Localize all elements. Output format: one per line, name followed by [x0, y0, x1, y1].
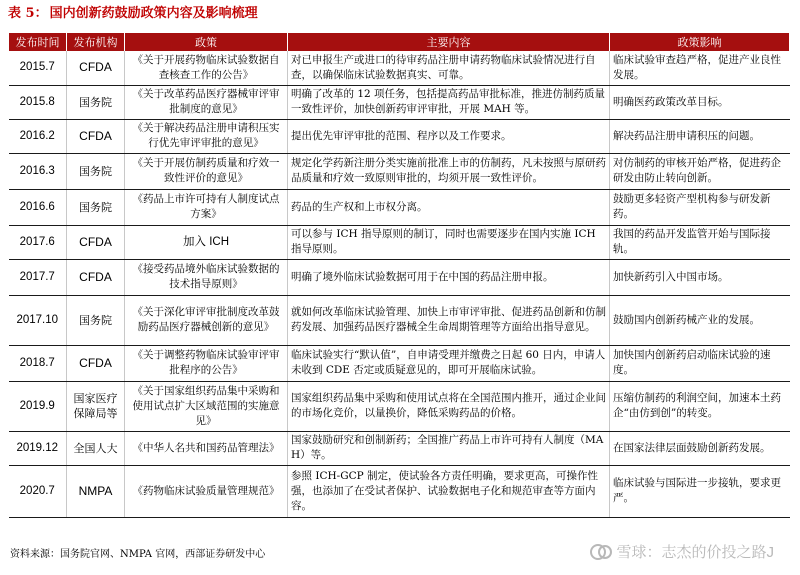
cell-policy: 加入 ICH [125, 225, 288, 259]
source-note: 资料来源：国务院官网、NMPA 官网，西部证券研发中心 [10, 549, 266, 560]
table-row [9, 295, 790, 345]
cell-content: 国家鼓励研究和创制新药；全国推广药品上市许可持有人制度（MAH）等。 [288, 431, 610, 465]
caption-label: 表 5： [8, 6, 48, 21]
cell-org: CFDA [67, 119, 125, 153]
cell-time: 2015.8 [9, 85, 67, 119]
table-row [9, 465, 790, 517]
cell-content: 参照 ICH-GCP 制定，使试验各方责任明确，要求更高，可操作性强，也添加了在受试者保护、试验数据电子化和规范审查等方面内容。 [288, 465, 610, 517]
cell-content: 就如何改革临床试验管理、加快上市审评审批、促进药品创新和仿制药发展、加强药品医疗器械全生命周期管理等方面给出指导意见。 [288, 295, 610, 345]
cell-content: 明确了改革的 12 项任务，包括提高药品审批标准，推进仿制药质量一致性评价，加快创新药审评审批，开展 MAH 等。 [288, 85, 610, 119]
cell-content: 临床试验实行“默认值”，自申请受理并缴费之日起 60 日内，申请人未收到 CDE 否定或质疑意见的，即可开展临床试验。 [288, 345, 610, 381]
cell-content: 提出优先审评审批的范围、程序以及工作要求。 [288, 119, 610, 153]
table-row [9, 85, 790, 119]
cell-org: 全国人大 [67, 431, 125, 465]
cell-policy: 《中华人名共和国药品管理法》 [125, 431, 288, 465]
cell-content: 药品的生产权和上市权分离。 [288, 189, 610, 225]
cell-impact: 明确医药政策改革目标。 [610, 85, 790, 119]
cell-policy: 《关于改革药品医疗器械审评审批制度的意见》 [125, 85, 288, 119]
cell-org: 国务院 [67, 189, 125, 225]
table-row [9, 431, 790, 465]
cell-time: 2019.9 [9, 381, 67, 431]
cell-impact: 鼓励更多轻资产型机构参与研发新药。 [610, 189, 790, 225]
cell-time: 2016.6 [9, 189, 67, 225]
cell-time: 2017.6 [9, 225, 67, 259]
cell-org: NMPA [67, 465, 125, 517]
cell-impact: 对仿制药的审核开始严格，促进药企研发由防止转向创新。 [610, 153, 790, 189]
cell-impact: 加快国内创新药启动临床试验的速度。 [610, 345, 790, 381]
cell-impact: 临床试验与国际进一步接轨，要求更严。 [610, 465, 790, 517]
cell-org: 国务院 [67, 295, 125, 345]
cell-time: 2019.12 [9, 431, 67, 465]
table-caption [8, 3, 258, 25]
policy-table-container [8, 33, 789, 518]
cell-impact: 加快新药引入中国市场。 [610, 259, 790, 295]
cell-content: 规定化学药新注册分类实施前批准上市的仿制药，凡未按照与原研药品质量和疗效一致原则审批的，均须开展一致性评价。 [288, 153, 610, 189]
cell-org: 国务院 [67, 85, 125, 119]
cell-policy: 《关于开展药物临床试验数据自查核查工作的公告》 [125, 51, 288, 85]
cell-impact: 鼓励国内创新药械产业的发展。 [610, 295, 790, 345]
cell-policy: 《关于调整药物临床试验审评审批程序的公告》 [125, 345, 288, 381]
cell-content: 对已申报生产或进口的待审药品注册申请药物临床试验情况进行自查，以确保临床试验数据真实、可靠。 [288, 51, 610, 85]
caption-title: 国内创新药鼓励政策内容及影响梳理 [49, 6, 258, 21]
cell-policy: 《关于深化审评审批制度改革鼓励药品医疗器械创新的意见》 [125, 295, 288, 345]
cell-content: 可以参与 ICH 指导原则的制订，同时也需要逐步在国内实施 ICH 指导原则。 [288, 225, 610, 259]
table-row [9, 225, 790, 259]
table-row [9, 153, 790, 189]
table-row [9, 345, 790, 381]
cell-time: 2017.7 [9, 259, 67, 295]
cell-impact: 临床试验审查趋严格，促进产业良性发展。 [610, 51, 790, 85]
header-time: 发布时间 [9, 33, 67, 51]
cell-time: 2015.7 [9, 51, 67, 85]
cell-impact: 在国家法律层面鼓励创新药发展。 [610, 431, 790, 465]
cell-policy: 《接受药品境外临床试验数据的技术指导原则》 [125, 259, 288, 295]
cell-content: 明确了境外临床试验数据可用于在中国的药品注册申报。 [288, 259, 610, 295]
cell-org: CFDA [67, 225, 125, 259]
table-row [9, 189, 790, 225]
cell-policy: 《药品上市许可持有人制度试点方案》 [125, 189, 288, 225]
cell-time: 2020.7 [9, 465, 67, 517]
cell-org: 国家医疗保障局等 [67, 381, 125, 431]
watermark [590, 541, 774, 562]
header-content: 主要内容 [288, 33, 610, 51]
cell-policy: 《药物临床试验质量管理规范》 [125, 465, 288, 517]
cell-policy: 《关于解决药品注册申请积压实行优先审评审批的意见》 [125, 119, 288, 153]
table-row [9, 381, 790, 431]
cell-content: 国家组织药品集中采购和使用试点将在全国范围内推开，通过企业间的市场化竞价，以量换价，降低采购药品的价格。 [288, 381, 610, 431]
cell-impact: 解决药品注册申请积压的问题。 [610, 119, 790, 153]
policy-table [8, 33, 790, 518]
cell-org: 国务院 [67, 153, 125, 189]
cell-policy: 《关于国家组织药品集中采购和使用试点扩大区域范围的实施意见》 [125, 381, 288, 431]
cell-org: CFDA [67, 345, 125, 381]
table-row [9, 51, 790, 85]
cell-policy: 《关于开展仿制药质量和疗效一致性评价的意见》 [125, 153, 288, 189]
cell-org: CFDA [67, 259, 125, 295]
snowball-logo-icon [590, 543, 612, 561]
watermark-text: 雪球：志杰的价投之路J [616, 544, 774, 561]
table-row [9, 119, 790, 153]
header-org: 发布机构 [67, 33, 125, 51]
cell-time: 2017.10 [9, 295, 67, 345]
table-row [9, 259, 790, 295]
cell-org: CFDA [67, 51, 125, 85]
table-header-row [9, 33, 790, 51]
cell-time: 2016.2 [9, 119, 67, 153]
header-impact: 政策影响 [610, 33, 790, 51]
header-policy: 政策 [125, 33, 288, 51]
cell-impact: 压缩仿制药的利润空间，加速本土药企“由仿到创”的转变。 [610, 381, 790, 431]
cell-impact: 我国的药品开发监管开始与国际接轨。 [610, 225, 790, 259]
cell-time: 2018.7 [9, 345, 67, 381]
cell-time: 2016.3 [9, 153, 67, 189]
